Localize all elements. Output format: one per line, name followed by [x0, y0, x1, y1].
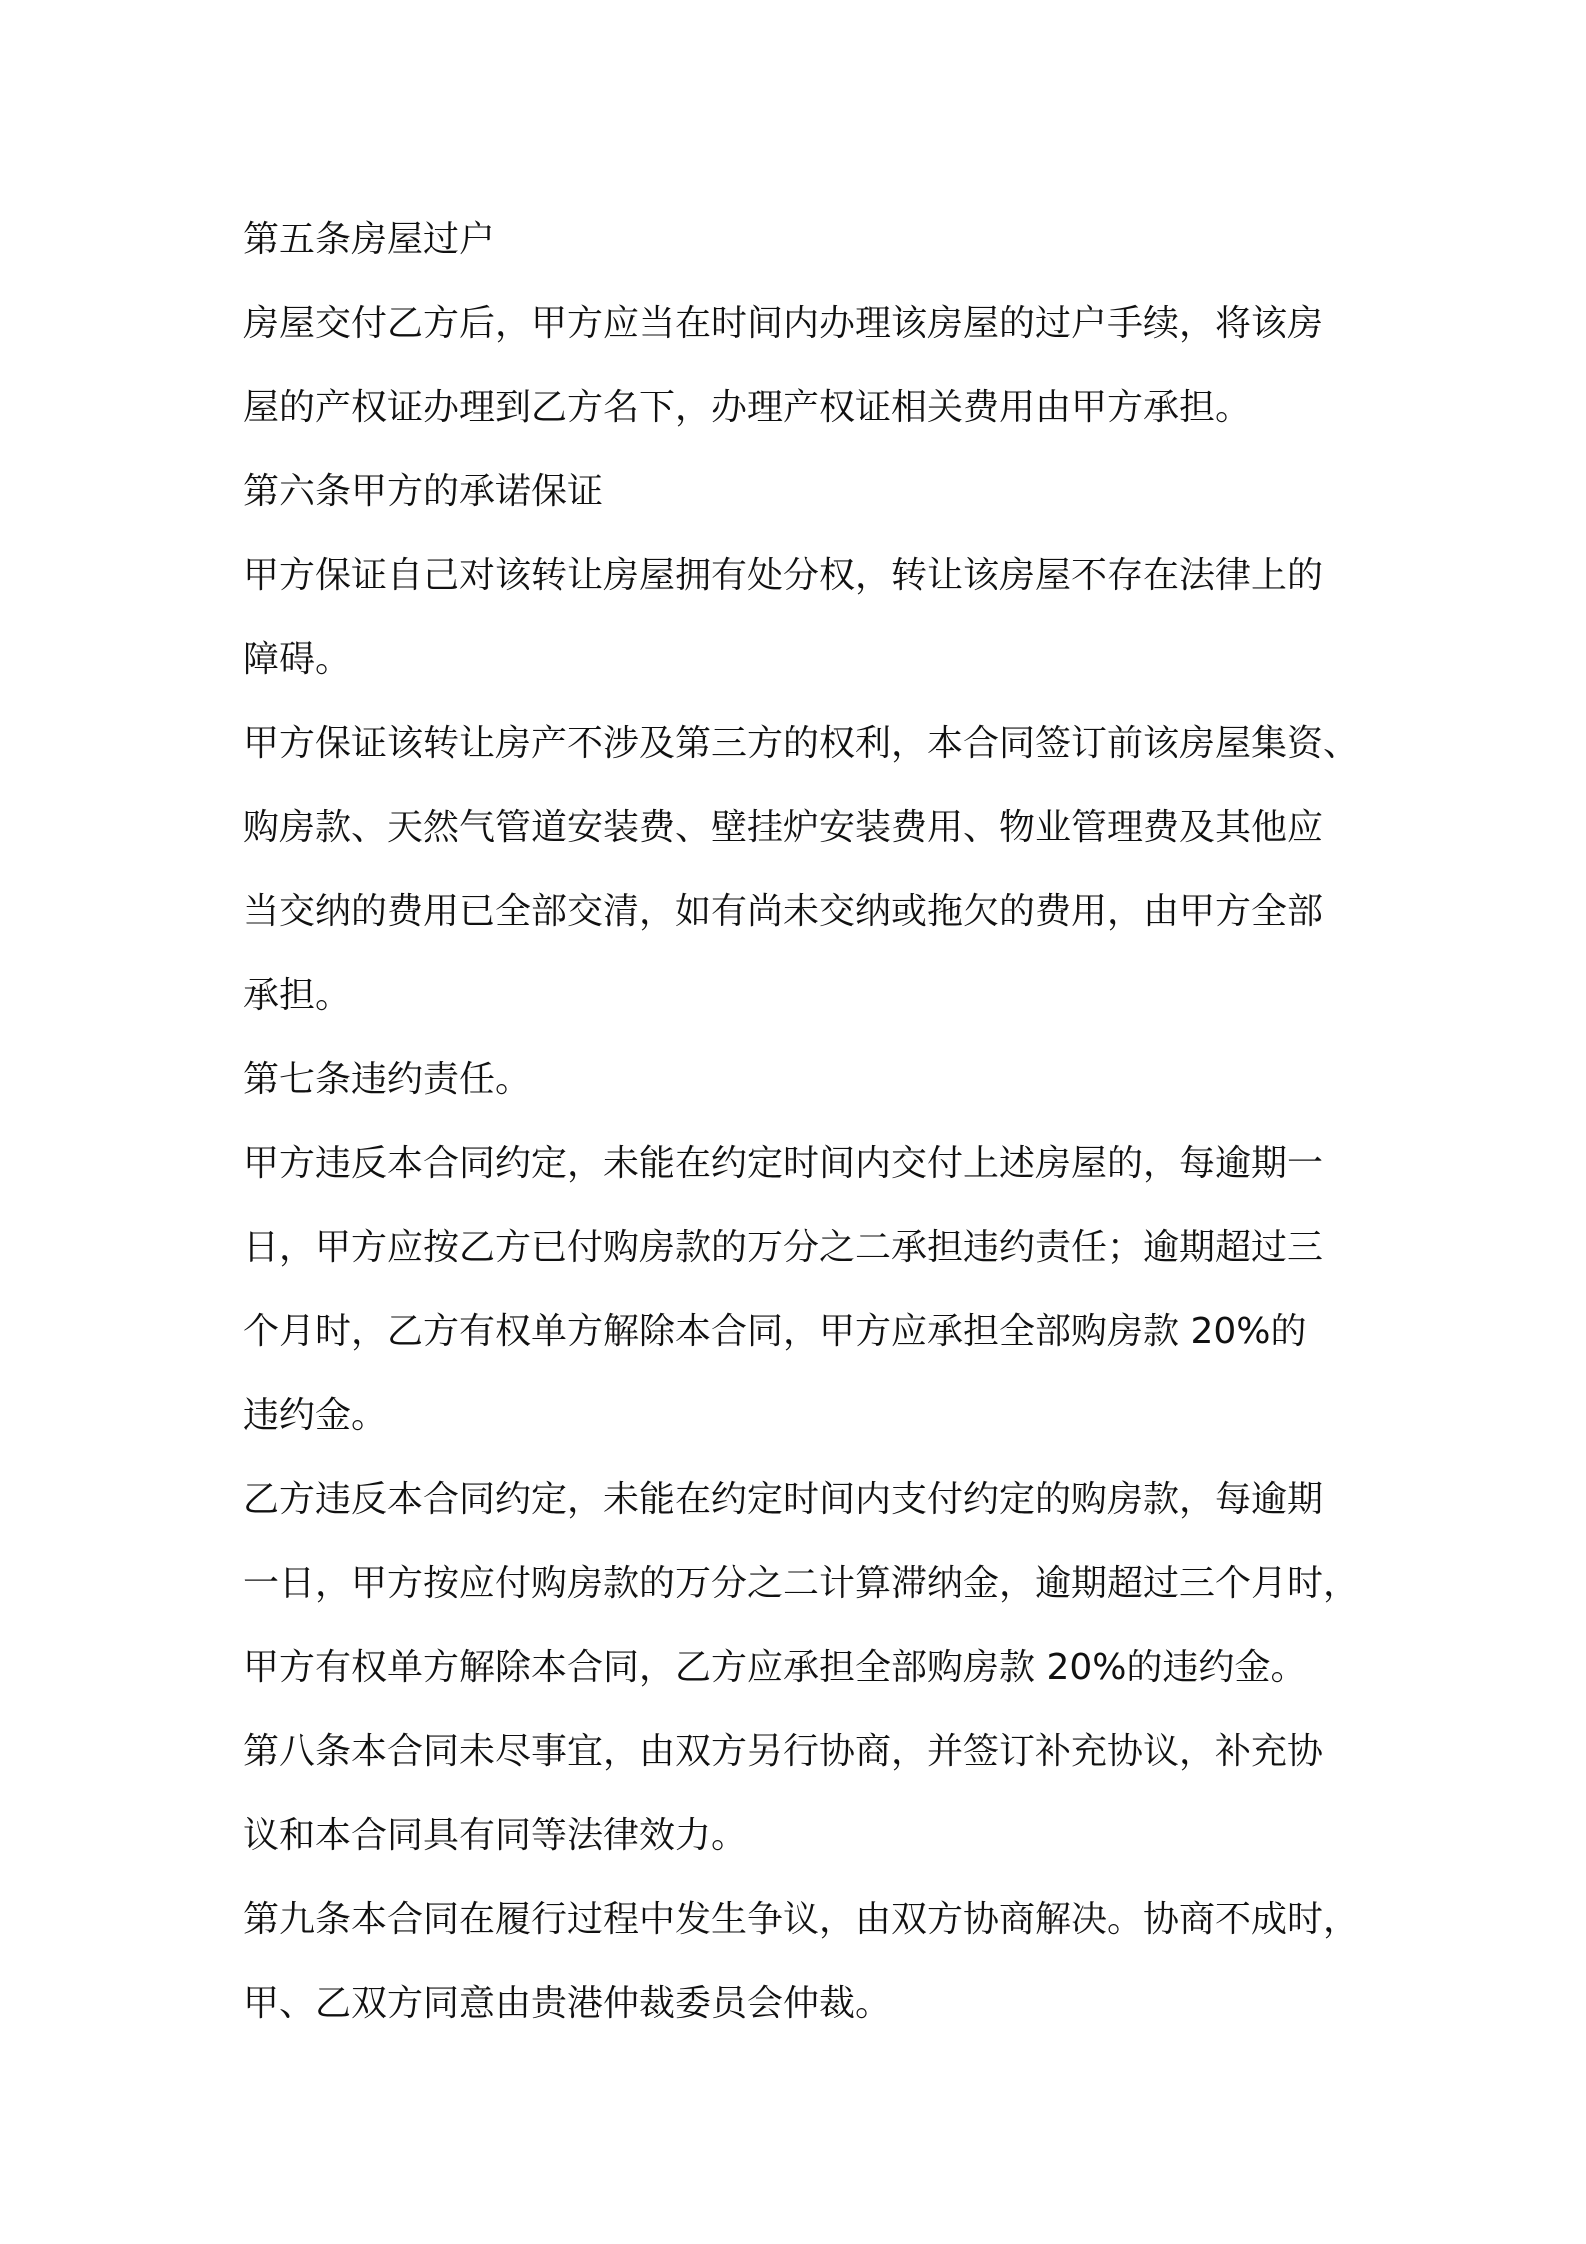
article-7-text-line-6: 一日，甲方按应付购房款的万分之二计算滞纳金，逾期超过三个月时， [243, 1563, 1360, 1604]
article-6-text-line-2: 障碍。 [243, 639, 352, 680]
article-8-text-line-2: 议和本合同具有同等法律效力。 [243, 1815, 748, 1856]
article-6-heading: 第六条甲方的承诺保证 [243, 471, 604, 512]
document-body [243, 198, 1360, 2046]
article-7-text-line-2: 日，甲方应按乙方已付购房款的万分之二承担违约责任；逾期超过三 [243, 1227, 1324, 1268]
article-9-text-line-2: 甲、乙双方同意由贵港仲裁委员会仲裁。 [243, 1983, 892, 2024]
article-7-heading: 第七条违约责任。 [243, 1059, 532, 1100]
article-6-text-line-3: 甲方保证该转让房产不涉及第三方的权利，本合同签订前该房屋集资、 [243, 723, 1360, 764]
article-5-text-line-2: 屋的产权证办理到乙方名下，办理产权证相关费用由甲方承担。 [243, 387, 1252, 428]
article-6-text-line-5: 当交纳的费用已全部交清，如有尚未交纳或拖欠的费用，由甲方全部 [243, 891, 1324, 932]
article-6-text-line-4: 购房款、天然气管道安装费、壁挂炉安装费用、物业管理费及其他应 [243, 807, 1324, 848]
article-6-text-line-1: 甲方保证自己对该转让房屋拥有处分权，转让该房屋不存在法律上的 [243, 555, 1324, 596]
article-7-text-line-3: 个月时，乙方有权单方解除本合同，甲方应承担全部购房款 20%的 [243, 1311, 1307, 1352]
article-9-text-line-1: 第九条本合同在履行过程中发生争议，由双方协商解决。协商不成时， [243, 1899, 1360, 1940]
article-7-text-line-7: 甲方有权单方解除本合同，乙方应承担全部购房款 20%的违约金。 [243, 1647, 1307, 1688]
article-6-text-line-6: 承担。 [243, 975, 352, 1016]
article-5-text-line-1: 房屋交付乙方后，甲方应当在时间内办理该房屋的过户手续，将该房 [243, 303, 1324, 344]
article-5-heading: 第五条房屋过户 [243, 219, 496, 260]
article-7-text-line-4: 违约金。 [243, 1395, 388, 1436]
article-7-text-line-5: 乙方违反本合同约定，未能在约定时间内支付约定的购房款，每逾期 [243, 1479, 1324, 1520]
article-7-text-line-1: 甲方违反本合同约定，未能在约定时间内交付上述房屋的，每逾期一 [243, 1143, 1324, 1184]
article-8-text-line-1: 第八条本合同未尽事宜，由双方另行协商，并签订补充协议，补充协 [243, 1731, 1324, 1772]
